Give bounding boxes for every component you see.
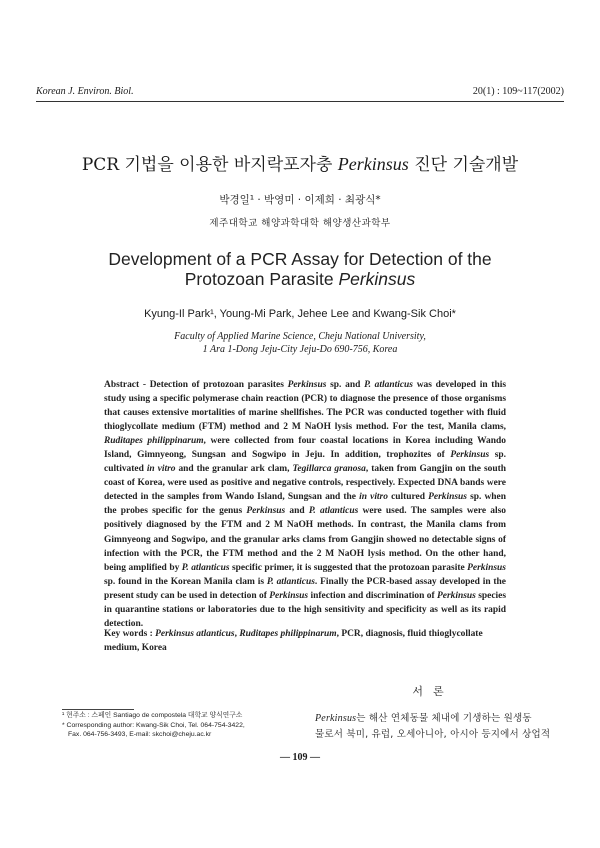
intro-line2: 물로서 북미, 유럽, 오세아니아, 아시아 등지에서 상업적 [315,729,551,740]
abstract-text: specific primer, it is suggested that the protozoan parasite [229,562,468,573]
keyword-text: , [234,629,240,639]
abstract-species: Perkinsus [437,590,476,601]
korean-affiliation: 제주대학교 해양과학대학 해양생산과학부 [209,218,391,229]
keyword-species: Perkinsus atlanticus [155,629,235,639]
abstract-text: and the granular ark clam, [175,464,293,475]
abstract-label: Abstract [104,380,140,390]
abstract-species: P. atlanticus [181,562,230,573]
footnote-current-address: ¹ 현주소 : 스페인 Santiago de compostela 대학교 양식연구소 [62,712,243,719]
abstract-text: , were collected from four coastal locations in Korea including Wando Island, Gimnyeong, Sungsan and Sogwipo in Jeju. In addition, trophozites of [104,436,506,461]
english-affiliation-line2: 1 Ara 1-Dong Jeju-City Jeju-Do 690-756, Korea [202,344,398,355]
introduction-text [315,711,558,743]
english-affiliation [36,330,564,356]
abstract-text: sp. found in the Korean Manila clam is [104,576,267,587]
page-number: — 109 — [280,752,320,763]
abstract-text: infection and discrimination of [308,590,437,601]
korean-title-suffix: 진단 기술개발 [414,155,519,175]
journal-name: Korean J. Environ. Biol. [36,86,134,97]
footnotes [62,711,302,740]
abstract-text: were used. The samples were also positively diagnosed by the FTM and 2 M NaOH methods. In contrast, the Manila clams from Gimnyeong and Sogwipo, and the granular arks clams from Gangjin showed no detectable signs of infection with the PCR, the FTM method and the 2 M NaOH lysis method. On the other hand, being amplified by [104,506,507,573]
abstract-species: Tegillarca granosa [292,464,366,475]
english-title [36,249,564,289]
keywords [104,627,508,655]
abstract-species: Perkinsus [428,492,467,503]
section-heading-introduction: 서론 [412,685,454,698]
footnote-corresponding-author: * Corresponding author: Kwang-Sik Choi, Tel. 064-754-3422, [62,721,245,729]
abstract-text: . Finally the PCR-based assay developed in the present study can be used in detection of [104,576,506,601]
abstract-species: Ruditapes philippinarum [104,436,204,447]
korean-title [36,150,564,175]
header-rule [36,101,564,102]
english-title-species: Perkinsus [338,269,416,289]
english-title-line1: Development of a PCR Assay for Detection of the [108,249,492,269]
english-title-line2-prefix: Protozoan Parasite [184,269,334,289]
abstract-species: Perkinsus [287,380,327,390]
abstract-text: - Detection of protozoan parasites [139,380,288,390]
korean-title-species: Perkinsus [337,154,409,174]
abstract-species: Perkinsus [246,506,286,517]
intro-line1-text: 는 해산 연체동물 체내에 기생하는 원생동 [356,713,532,724]
abstract-text: , taken from Gangjin on the south coast of Korea, were used as positive and negative controls, respectively. Expected DNA bands were detected in the samples from Wando Island, Sungsan and the [104,464,506,503]
english-title-line2 [36,269,564,289]
keyword-text: , PCR, diagnosis, fluid thioglycollate medium, Korea [104,629,483,653]
korean-title-prefix: PCR 기법을 이용한 바지락포자충 [81,155,333,175]
abstract-species: Perkinsus [269,590,309,601]
abstract-species: in vitro [146,464,176,475]
abstract-species: in vitro [359,492,388,503]
intro-line1 [315,711,558,727]
abstract-text: cultured [387,492,429,503]
keywords-label: Key words : [104,629,156,639]
footnote-contact: Fax. 064-756-3493, E-mail: skchoi@cheju.ac.kr [68,731,212,738]
intro-species: Perkinsus [315,713,357,724]
abstract-species: Perkinsus [467,562,506,573]
abstract [104,378,506,631]
abstract-species: P. atlanticus [308,506,359,517]
abstract-species: P. atlanticus [266,576,315,587]
abstract-text: sp. and [326,380,365,390]
footnote-rule [62,709,134,710]
korean-authors: 박경일¹ · 박영미 · 이제희 · 최광식* [219,194,381,206]
abstract-species: Perkinsus [450,450,490,461]
keyword-species: Ruditapes philippinarum [239,629,337,639]
abstract-text: and [285,506,309,517]
abstract-species: P. atlanticus [364,380,413,390]
abstract-text: sp. when the probes specific for the genus [104,492,506,517]
abstract-text: was developed in this study using a specific polymerase chain reaction (PCR) to diagnose the presence of those organisms that causes extensive mortalities of marine shellfishes. The PCR was conducted together with fluid thioglycollate medium (FTM) method and 2 M NaOH lysis method. For the test, Manila clams, [104,380,506,433]
english-authors: Kyung-Il Park¹, Young-Mi Park, Jehee Lee and Kwang-Sik Choi* [144,308,456,320]
english-affiliation-line1: Faculty of Applied Marine Science, Cheju National University, [174,331,426,342]
citation: 20(1) : 109~117(2002) [472,86,564,97]
abstract-text: sp. cultivated [104,450,507,475]
abstract-text: species in quarantine stations or laboratories due to the high sensitivity and specificity as well as its rapid detection. [104,590,506,629]
